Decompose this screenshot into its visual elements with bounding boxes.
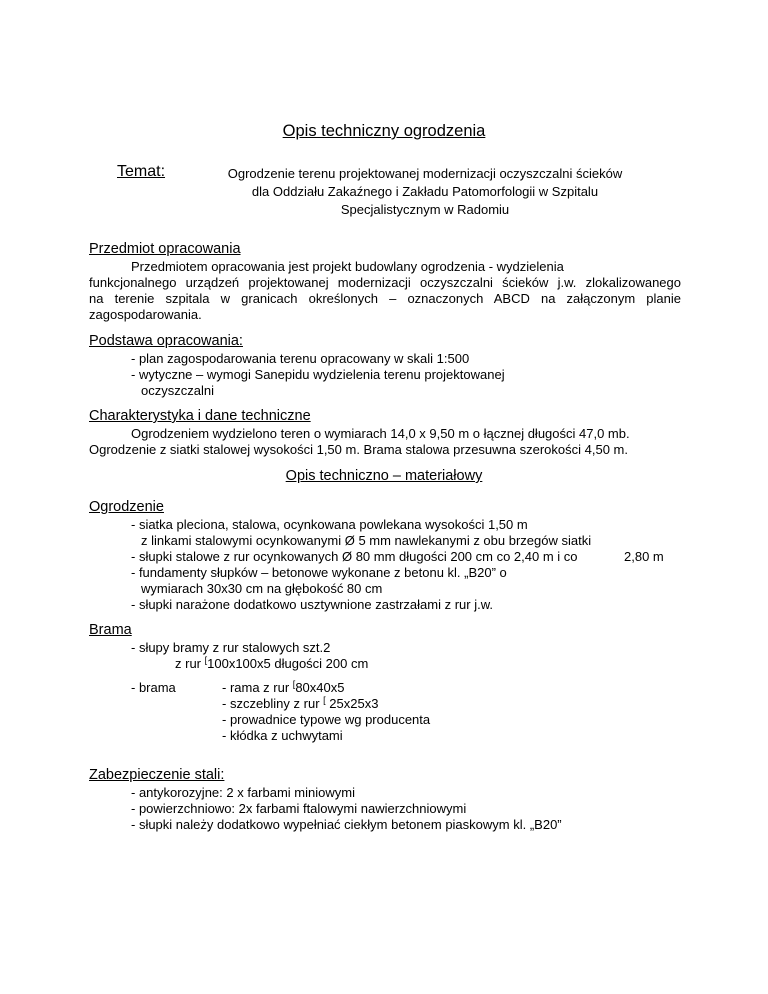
brama-item-1 <box>222 680 344 697</box>
podstawa-heading: Podstawa opracowania: <box>89 333 243 349</box>
podstawa-line-2: - wytyczne – wymogi Sanepidu wydzielenia terenu projektowanej <box>131 367 505 382</box>
ogrodzenie-line-5: wymiarach 30x30 cm na głębokość 80 cm <box>141 581 383 596</box>
ogrodzenie-line-1: - siatka pleciona, stalowa, ocynkowana powlekana wysokości 1,50 m <box>131 517 528 532</box>
zabezpieczenie-line-1: - antykorozyjne: 2 x farbami miniowymi <box>131 785 355 800</box>
podstawa-line-3: oczyszczalni <box>141 383 214 398</box>
ogrodzenie-line-6: - słupki narażone dodatkowo usztywnione zastrzałami z rur j.w. <box>131 597 493 612</box>
brama-item-4: - kłódka z uchwytami <box>222 728 343 743</box>
przedmiot-line-2: funkcjonalnego urządzeń projektowanej modernizacji oczyszczalni ścieków j.w. zlokalizowanego <box>89 275 681 290</box>
ogrodzenie-line-3: - słupki stalowe z rur ocynkowanych Ø 80 mm długości 200 cm co 2,40 m i co <box>131 549 578 564</box>
profile-symbol: [ <box>292 679 296 689</box>
brama-heading: Brama <box>89 622 132 638</box>
przedmiot-line-3: na terenie szpitala w granicach określonych – oznaczonych ABCD na załączonym planie <box>89 291 681 306</box>
charakterystyka-line-2: Ogrodzenie z siatki stalowej wysokości 1,50 m. Brama stalowa przesuwna szerokości 4,50 m. <box>89 442 628 457</box>
opis-heading: Opis techniczno – materiałowy <box>285 468 483 484</box>
temat-line-3: Specjalistycznym w Radomiu <box>340 202 510 217</box>
ogrodzenie-heading: Ogrodzenie <box>89 499 164 515</box>
ogrodzenie-line-2: z linkami stalowymi ocynkowanymi Ø 5 mm nawlekanymi z obu brzegów siatki <box>141 533 592 548</box>
brama-item-2-text: - szczebliny z rur <box>222 696 324 711</box>
brama-item-2 <box>222 696 378 713</box>
zabezpieczenie-line-2: - powierzchniowo: 2x farbami ftalowymi nawierzchniowymi <box>131 801 467 816</box>
brama-item-1-text: - rama z rur <box>222 680 293 695</box>
charakterystyka-heading: Charakterystyka i dane techniczne <box>89 408 311 424</box>
podstawa-line-1: - plan zagospodarowania terenu opracowany w skali 1:500 <box>131 351 470 366</box>
brama-line-2 <box>175 656 368 673</box>
charakterystyka-line-1: Ogrodzeniem wydzielono teren o wymiarach 14,0 x 9,50 m o łącznej długości 47,0 mb. <box>131 426 630 441</box>
przedmiot-heading: Przedmiot opracowania <box>89 241 241 257</box>
zabezpieczenie-heading: Zabezpieczenie stali: <box>89 767 225 783</box>
brama-line-2-prefix: z rur <box>175 656 205 671</box>
temat-line-2: dla Oddziału Zakaźnego i Zakładu Patomorfologii w Szpitalu <box>251 184 599 199</box>
ogrodzenie-line-3-end: 2,80 m <box>624 549 664 564</box>
przedmiot-line-1: Przedmiotem opracowania jest projekt budowlany ogrodzenia - wydzielenia <box>131 259 564 274</box>
brama-label: - brama <box>131 680 176 695</box>
brama-item-3: - prowadnice typowe wg producenta <box>222 712 431 727</box>
page-title: Opis techniczny ogrodzenia <box>282 122 486 140</box>
przedmiot-line-4: zagospodarowania. <box>89 307 202 322</box>
temat-line-1: Ogrodzenie terenu projektowanej modernizacji oczyszczalni ścieków <box>227 166 623 181</box>
brama-line-1: - słupy bramy z rur stalowych szt.2 <box>131 640 331 655</box>
profile-symbol: [ <box>323 695 326 705</box>
temat-label: Temat: <box>117 163 166 180</box>
zabezpieczenie-line-3: - słupki należy dodatkowo wypełniać ciekłym betonem piaskowym kl. „B20” <box>131 817 562 832</box>
brama-line-2-dims: 100x100x5 długości 200 cm <box>207 656 369 671</box>
profile-symbol: [ <box>204 655 208 665</box>
brama-item-2-dims: 25x25x3 <box>325 696 379 711</box>
brama-item-1-dims: 80x40x5 <box>295 680 345 695</box>
ogrodzenie-line-4: - fundamenty słupków – betonowe wykonane z betonu kl. „B20” o <box>131 565 507 580</box>
